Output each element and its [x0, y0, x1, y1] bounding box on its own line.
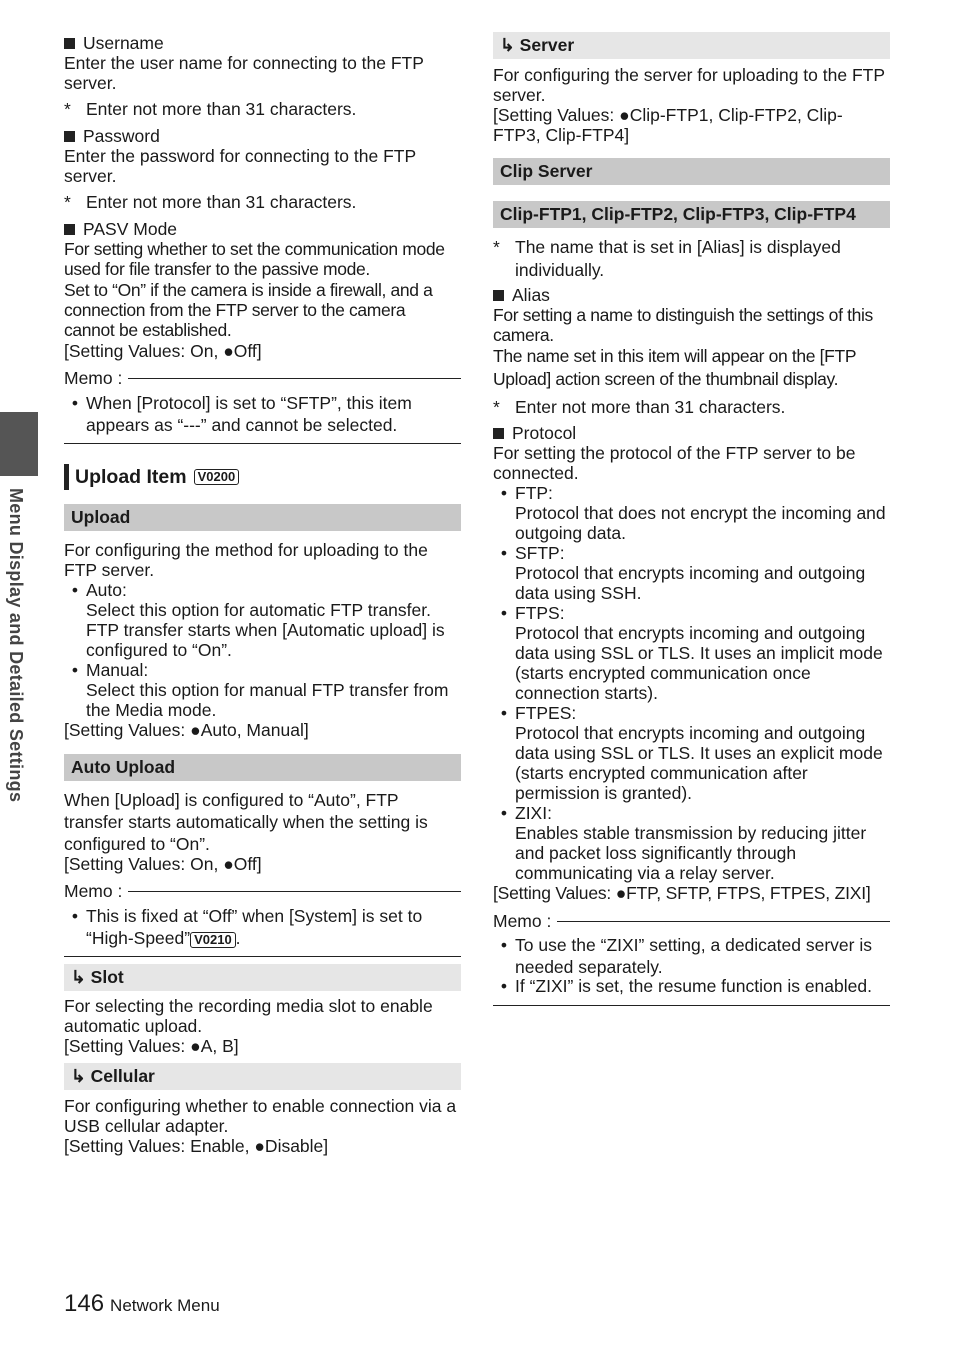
pasv-heading: PASV Mode: [64, 219, 461, 239]
auto-upload-memo-end-rule: [64, 956, 461, 957]
password-desc: Enter the password for connecting to the FTP server.: [64, 146, 417, 186]
protocol-memo-item-1: • To use the “ZIXI” setting, a dedicated server is needed separately.: [500, 935, 872, 977]
cellular-desc: For configuring whether to enable connection via a USB cellular adapter.: [64, 1096, 457, 1136]
protocol-desc: For setting the protocol of the FTP server to be connected.: [493, 443, 856, 483]
slot-bar: ↳ Slot: [64, 964, 461, 991]
pasv-memo-end-rule: [64, 443, 461, 444]
auto-upload-bar: Auto Upload: [64, 754, 461, 781]
pasv-desc: For setting whether to set the communication mode used for file transfer to the passive mode. Set to “On” if the camera is inside a firewall, and a connection from the FTP server to the camera cannot be established.: [64, 239, 445, 340]
page-number: 146: [64, 1290, 105, 1317]
password-heading: Password: [64, 126, 461, 146]
upload-option-auto: • Auto: Select this option for automatic FTP transfer. FTP transfer starts when [Automatic upload] is configured to “On”.: [71, 580, 445, 660]
protocol-memo-end-rule: [493, 1005, 890, 1006]
protocol-option-zixi: • ZIXI: Enables stable transmission by reducing jitter and packet loss significantly through communicating via a relay server.: [500, 803, 867, 883]
version-badge: V0210: [190, 932, 236, 948]
sub-item-arrow-icon: ↳: [500, 35, 515, 55]
protocol-option-ftpes: • FTPES: Protocol that encrypts incoming and outgoing data using SSL or TLS. It uses an explicit mode (starts encrypted communication after permission is granted).: [500, 703, 883, 803]
username-heading: Username: [64, 33, 461, 53]
square-bullet-icon: [64, 38, 75, 49]
server-desc: For configuring the server for uploading to the FTP server.: [493, 65, 886, 105]
protocol-option-ftps: • FTPS: Protocol that encrypts incoming and outgoing data using SSL or TLS. It uses an implicit mode (starts encrypted communication once connection starts).: [500, 603, 883, 703]
slot-desc: For selecting the recording media slot to enable automatic upload.: [64, 996, 433, 1036]
server-setting: [Setting Values: ●Clip-FTP1, Clip-FTP2, Clip- FTP3, Clip-FTP4]: [493, 105, 843, 145]
version-badge: V0200: [194, 469, 240, 485]
square-bullet-icon: [64, 131, 75, 142]
username-note: * Enter not more than 31 characters.: [64, 99, 357, 119]
protocol-memo-item-2: • If “ZIXI” is set, the resume function is enabled.: [500, 976, 872, 996]
side-tab-label: Menu Display and Detailed Settings: [6, 488, 26, 803]
cellular-bar: ↳ Cellular: [64, 1063, 461, 1090]
upload-setting: [Setting Values: ●Auto, Manual]: [64, 720, 309, 740]
protocol-heading: Protocol: [493, 423, 890, 443]
password-note: * Enter not more than 31 characters.: [64, 192, 357, 212]
upload-desc: For configuring the method for uploading to the FTP server.: [64, 540, 428, 580]
square-bullet-icon: [493, 290, 504, 301]
auto-upload-memo-item: • This is fixed at “Off” when [System] is set to “High-Speed” V0210 .: [71, 906, 423, 948]
pasv-setting: [Setting Values: On, ●Off]: [64, 341, 262, 361]
page-footer: [64, 1290, 220, 1317]
alias-heading: Alias: [493, 285, 890, 305]
upload-bar: Upload: [64, 504, 461, 531]
alias-note: * Enter not more than 31 characters.: [493, 397, 786, 417]
sub-item-arrow-icon: ↳: [71, 967, 86, 987]
alias-desc: For setting a name to distinguish the settings of this camera. The name set in this item will appear on the [FTP Upload] action screen of the thumbnail display.: [493, 305, 873, 389]
clip-ftp-bar: Clip-FTP1, Clip-FTP2, Clip-FTP3, Clip-FTP4: [493, 201, 890, 228]
upload-item-title: Upload Item V0200: [64, 464, 461, 490]
footer-section-name: Network Menu: [110, 1296, 220, 1315]
square-bullet-icon: [64, 224, 75, 235]
upload-option-manual: • Manual: Select this option for manual FTP transfer from the Media mode.: [71, 660, 449, 720]
auto-upload-setting: [Setting Values: On, ●Off]: [64, 854, 262, 874]
pasv-memo-label: Memo :: [64, 368, 461, 388]
clip-ftp-note: * The name that is set in [Alias] is displayed individually.: [493, 237, 841, 280]
protocol-option-ftp: • FTP: Protocol that does not encrypt the incoming and outgoing data.: [500, 483, 886, 543]
clip-server-bar: Clip Server: [493, 158, 890, 185]
auto-upload-desc: When [Upload] is configured to “Auto”, FTP transfer starts automatically when the setting is configured to “On”.: [64, 790, 428, 854]
server-bar: ↳ Server: [493, 32, 890, 59]
slot-setting: [Setting Values: ●A, B]: [64, 1036, 239, 1056]
cellular-setting: [Setting Values: Enable, ●Disable]: [64, 1136, 329, 1156]
sub-item-arrow-icon: ↳: [71, 1066, 86, 1086]
protocol-setting: [Setting Values: ●FTP, SFTP, FTPS, FTPES, ZIXI]: [493, 883, 871, 903]
side-tab-marker: [0, 412, 38, 476]
protocol-option-sftp: • SFTP: Protocol that encrypts incoming and outgoing data using SSH.: [500, 543, 866, 603]
pasv-memo-item: • When [Protocol] is set to “SFTP”, this item appears as “---” and cannot be selected.: [71, 393, 412, 435]
square-bullet-icon: [493, 428, 504, 439]
section-marker: [64, 464, 69, 490]
auto-upload-memo-label: Memo :: [64, 881, 461, 901]
username-desc: Enter the user name for connecting to the FTP server.: [64, 53, 424, 93]
protocol-memo-label: Memo :: [493, 911, 890, 931]
